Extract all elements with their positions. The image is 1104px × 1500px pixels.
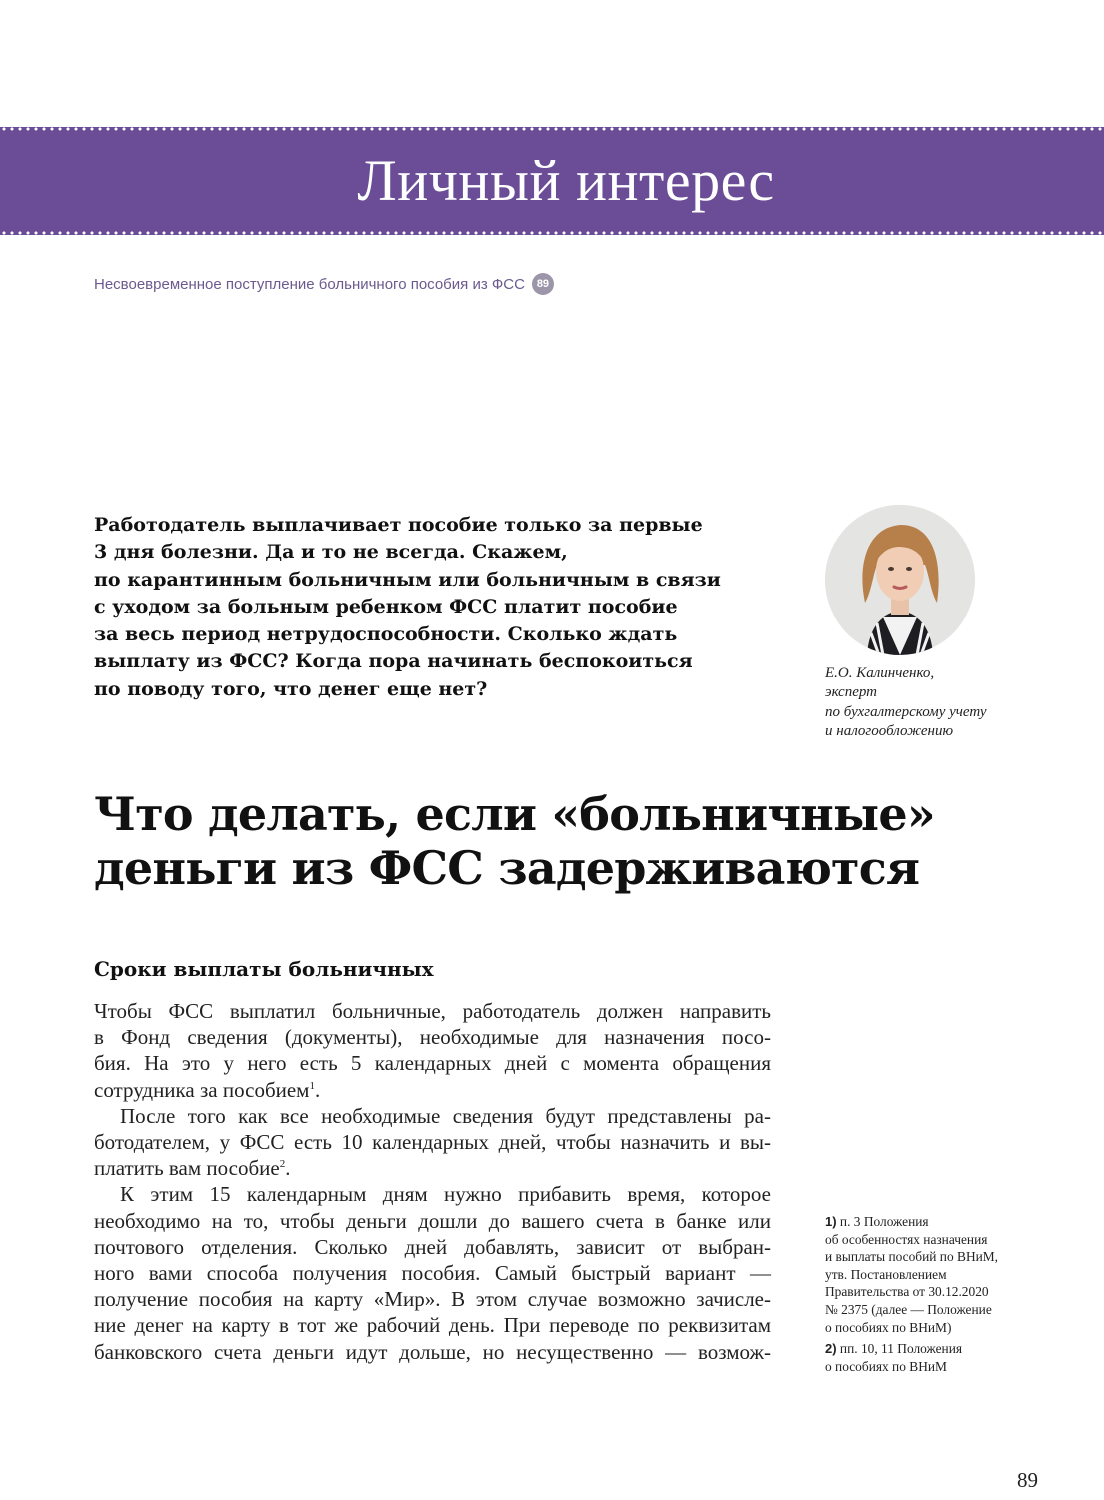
lead-line: с уходом за больным ребенком ФСС платит пособие bbox=[94, 595, 678, 618]
section-heading: Сроки выплаты больничных bbox=[94, 957, 434, 981]
lead-line: по карантинным больничным или больничным в связи bbox=[94, 568, 721, 591]
headline-line: Что делать, если «больничные» bbox=[94, 787, 935, 841]
footnote-line: о пособиях по ВНиМ bbox=[825, 1358, 947, 1374]
author-caption bbox=[825, 664, 1075, 741]
lead-line: 3 дня болезни. Да и то не всегда. Скажем, bbox=[94, 541, 568, 564]
banner-bottom-edge bbox=[0, 231, 1104, 235]
footnote-1 bbox=[825, 1213, 1075, 1336]
author-name: Е.О. Калинченко, bbox=[825, 665, 935, 681]
page-number: 89 bbox=[1017, 1468, 1038, 1492]
lead-line: по поводу того, что денег еще нет? bbox=[94, 677, 488, 700]
body-line-end: . bbox=[314, 1077, 321, 1102]
footnote-line: и выплаты пособий по ВНиМ, bbox=[825, 1249, 999, 1265]
footnote-line: Правительства от 30.12.2020 bbox=[825, 1284, 989, 1300]
body-line-text: платить вам пособие bbox=[94, 1156, 280, 1181]
author-role-line: и налогообложению bbox=[825, 722, 954, 739]
breadcrumb-text: Несвоевременное поступление больничного пособия из ФСС bbox=[94, 275, 525, 293]
lead-paragraph bbox=[94, 512, 774, 703]
footnote-text: п. 3 Положения bbox=[839, 1214, 929, 1229]
page-badge: 89 bbox=[532, 273, 554, 295]
footnote-line: утв. Постановлением bbox=[825, 1266, 947, 1282]
body-line-end: . bbox=[285, 1156, 291, 1181]
body-line: бия. На это у него есть 5 календарных дней с момента обращения bbox=[94, 1051, 771, 1076]
author-role-line: эксперт bbox=[825, 684, 878, 701]
author-portrait-illustration bbox=[825, 505, 975, 655]
body-line-text: сотрудника за пособием bbox=[94, 1077, 310, 1102]
body-line: К этим 15 календарным дням нужно прибавить время, которое bbox=[120, 1182, 771, 1207]
body-line: ботодателем, у ФСС есть 10 календарных дней, чтобы назначить и вы- bbox=[94, 1130, 771, 1155]
footnote-line bbox=[825, 1340, 1075, 1358]
footnote-marker: 2) bbox=[825, 1341, 837, 1357]
body-line: Чтобы ФСС выплатил больничные, работодатель должен направить bbox=[94, 999, 771, 1023]
footnote-ref: 2 bbox=[279, 1158, 286, 1171]
article-body bbox=[94, 998, 771, 1365]
lead-line: за весь период нетрудоспособности. Сколько ждать bbox=[94, 623, 678, 646]
banner-top-edge bbox=[0, 127, 1104, 131]
body-line: ного вами способа получения пособия. Самый быстрый вариант — bbox=[94, 1261, 771, 1286]
body-line: После того как все необходимые сведения будут представлены ра- bbox=[120, 1103, 771, 1128]
footnote-2 bbox=[825, 1340, 1075, 1375]
body-line: необходимо на то, чтобы деньги дошли до вашего счета в банке или bbox=[94, 1208, 771, 1233]
author-role-line: по бухгалтерскому учету bbox=[825, 703, 987, 720]
body-line: в Фонд сведения (документы), необходимые для назначения посо- bbox=[94, 1025, 771, 1050]
footnote-line: о пособиях по ВНиМ) bbox=[825, 1319, 952, 1335]
body-line bbox=[94, 1155, 771, 1181]
headline-line: деньги из ФСС задерживаются bbox=[94, 841, 920, 895]
section-title: Личный интерес bbox=[357, 148, 775, 213]
body-line: почтового отделения. Сколько дней добавлять, зависит от выбран- bbox=[94, 1234, 771, 1259]
footnote-line: № 2375 (далее — Положение bbox=[825, 1301, 992, 1317]
body-line bbox=[94, 1077, 771, 1103]
article-breadcrumb bbox=[94, 273, 554, 295]
article-headline bbox=[94, 787, 1044, 895]
footnote-line: об особенностях назначения bbox=[825, 1231, 988, 1247]
body-line: банковского счета деньги идут дольше, но несущественно — возмож- bbox=[94, 1339, 771, 1364]
author-photo bbox=[825, 505, 975, 655]
footnote-marker: 1) bbox=[825, 1214, 837, 1229]
footnote-ref: 1 bbox=[309, 1079, 315, 1092]
footnote-text: пп. 10, 11 Положения bbox=[839, 1341, 963, 1357]
footnotes bbox=[825, 1213, 1075, 1375]
footnote-line bbox=[825, 1213, 1075, 1231]
body-line: ние денег на карту в тот же рабочий день. При переводе по реквизитам bbox=[94, 1313, 771, 1338]
lead-line: Работодатель выплачивает пособие только за первые bbox=[94, 514, 703, 536]
section-banner bbox=[0, 127, 1104, 235]
lead-line: выплату из ФСС? Когда пора начинать беспокоиться bbox=[94, 650, 693, 673]
body-line: получение пособия на карту «Мир». В этом случае возможно зачисле- bbox=[94, 1287, 771, 1312]
